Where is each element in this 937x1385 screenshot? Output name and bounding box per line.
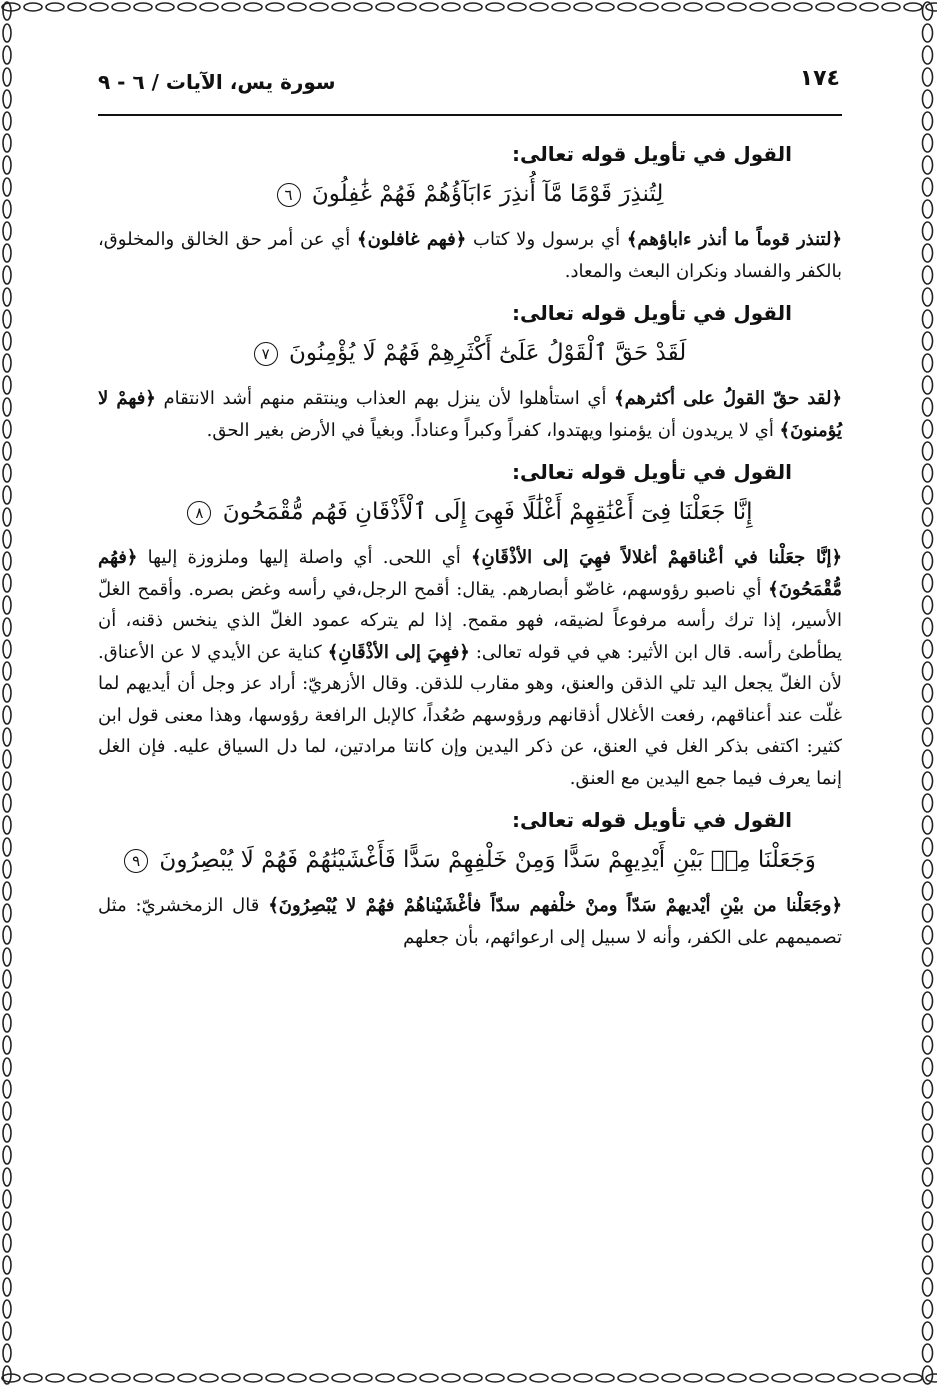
commentary-paragraph — [98, 542, 842, 794]
section — [98, 297, 842, 446]
section — [98, 804, 842, 953]
section-heading: القول في تأويل قوله تعالى: — [512, 142, 792, 166]
verse-number-mark: ٦ — [277, 183, 301, 207]
section — [98, 138, 842, 287]
quran-verse — [98, 842, 842, 878]
commentary-text: أي عن أمر حق الخالق والمخلوق، بالكفر والفساد ونكران البعث والمعاد. — [98, 229, 842, 282]
verse-number-mark: ٨ — [187, 501, 211, 525]
commentary-text: أي اللحى. أي واصلة إليها وملزوزة إليها — [137, 547, 471, 568]
quran-verse — [98, 494, 842, 530]
quoted-verse: ﴿فهم غافلون﴾ — [357, 229, 467, 250]
quran-verse — [98, 176, 842, 212]
verse-text: وَجَعَلْنَا مِنۢ بَيْنِ أَيْدِيهِمْ سَدًّا وَمِنْ خَلْفِهِمْ سَدًّا فَأَغْشَيْنَٰهُمْ فَهُمْ لَا يُبْصِرُونَ — [159, 847, 816, 873]
quoted-verse: ﴿فهِيَ إلى الأذْقَانِ﴾ — [327, 641, 470, 663]
left-chain-border — [0, 0, 14, 1385]
running-title: سورة يس، الآيات / ٦ - ٩ — [98, 70, 336, 94]
section-heading: القول في تأويل قوله تعالى: — [512, 301, 792, 325]
verse-text: إِنَّا جَعَلْنَا فِىٓ أَعْنَٰقِهِمْ أَغْلَٰلًا فَهِىَ إِلَى ٱلْأَذْقَانِ فَهُم مُّقْمَحُونَ — [222, 499, 753, 525]
commentary-text: كناية عن الأيدي لا عن الأعناق. لأن الغلّ يجعل اليد تلي الذقن والعنق، وهو مقارب للذقن. وقال الأزهريّ: أراد عز وجل أن أيديهم لما غلّت عند أعناقهم، رفعت الأغلال أذقانهم ورؤوسهم صُعُداً، كالإبل الرافعة رؤوسها، وهذا معنى قول ابن كثير: اكتفى بذكر الغل في العنق، عن ذكر اليدين وإن كانتا مرادتين، لما دل السياق عليه. فإن الغل إنما يعرف فيما جمع اليدين مع العنق. — [98, 641, 842, 789]
right-chain-border — [918, 0, 937, 1385]
header-rule — [98, 114, 842, 116]
page-content — [98, 128, 842, 957]
section — [98, 456, 842, 794]
quoted-verse: ﴿فهمْ لا يُؤمنونَ﴾ — [98, 388, 842, 441]
bottom-chain-border — [0, 1371, 937, 1385]
verse-text: لَقَدْ حَقَّ ٱلْقَوْلُ عَلَىٰٓ أَكْثَرِهِمْ فَهُمْ لَا يُؤْمِنُونَ — [289, 340, 687, 366]
quoted-verse: ﴿إنَّا جعَلْنا في أعْناقهمْ أغلالاً فهِيَ إلى الأذْقَانِ﴾ — [471, 547, 842, 568]
verse-number-mark: ٩ — [124, 849, 148, 873]
section-heading: القول في تأويل قوله تعالى: — [512, 808, 792, 832]
commentary-text: أي برسول ولا كتاب — [466, 229, 627, 250]
quoted-verse: ﴿لقد حقّ القولُ على أكثرهم﴾ — [614, 388, 842, 409]
verse-number-mark: ٧ — [254, 342, 278, 366]
quoted-verse: ﴿فهُم مُّقْمَحُونَ﴾ — [98, 547, 842, 600]
commentary-text: أي ناصبو رؤوسهم، غاضّو أبصارهم. يقال: أقمح الرجل،في رأسه وغض بصره. وأقمح الغلّ الأسير، إذا ترك رأسه مرفوعاً لضيقه، فهو مقمح. إذا لم يتركه عمود الغلّ الذي ينخس ذقنه، أن يطأطئ رأسه. قال ابن الأثير: هي في قوله تعالى: — [98, 578, 843, 663]
commentary-paragraph — [98, 890, 842, 953]
quran-verse — [98, 335, 842, 371]
top-chain-border — [0, 0, 937, 14]
quoted-verse: ﴿لتنذر قوماً ما أنذر ءاباؤهم﴾ — [626, 229, 842, 250]
page-header — [98, 64, 840, 110]
commentary-text: أي استأهلوا لأن ينزل بهم العذاب وينتقم منهم أشد الانتقام — [155, 388, 615, 409]
commentary-text: أي لا يريدون أن يؤمنوا ويهتدوا، كفراً وكبراً وعناداً. وبغياً في الأرض بغير الحق. — [206, 419, 780, 441]
quoted-verse: ﴿وجَعَلْنا من بيْنِ أيْديهمْ سَدّاً ومنْ خلْفهم سدّاً فأغْشَيْناهُمْ فهُمْ لا يُبْصِرُونَ﴾ — [268, 895, 843, 916]
commentary-text: قال الزمخشريّ: مثل تصميمهم على الكفر، وأنه لا سبيل إلى ارعوائهم، بأن جعلهم — [98, 895, 842, 948]
section-heading: القول في تأويل قوله تعالى: — [512, 460, 792, 484]
commentary-paragraph — [98, 383, 842, 446]
verse-text: لِتُنذِرَ قَوْمًا مَّآ أُنذِرَ ءَابَآؤُهُمْ فَهُمْ غَٰفِلُونَ — [311, 181, 664, 207]
page-number: ١٧٤ — [799, 66, 840, 91]
commentary-paragraph — [98, 224, 842, 287]
